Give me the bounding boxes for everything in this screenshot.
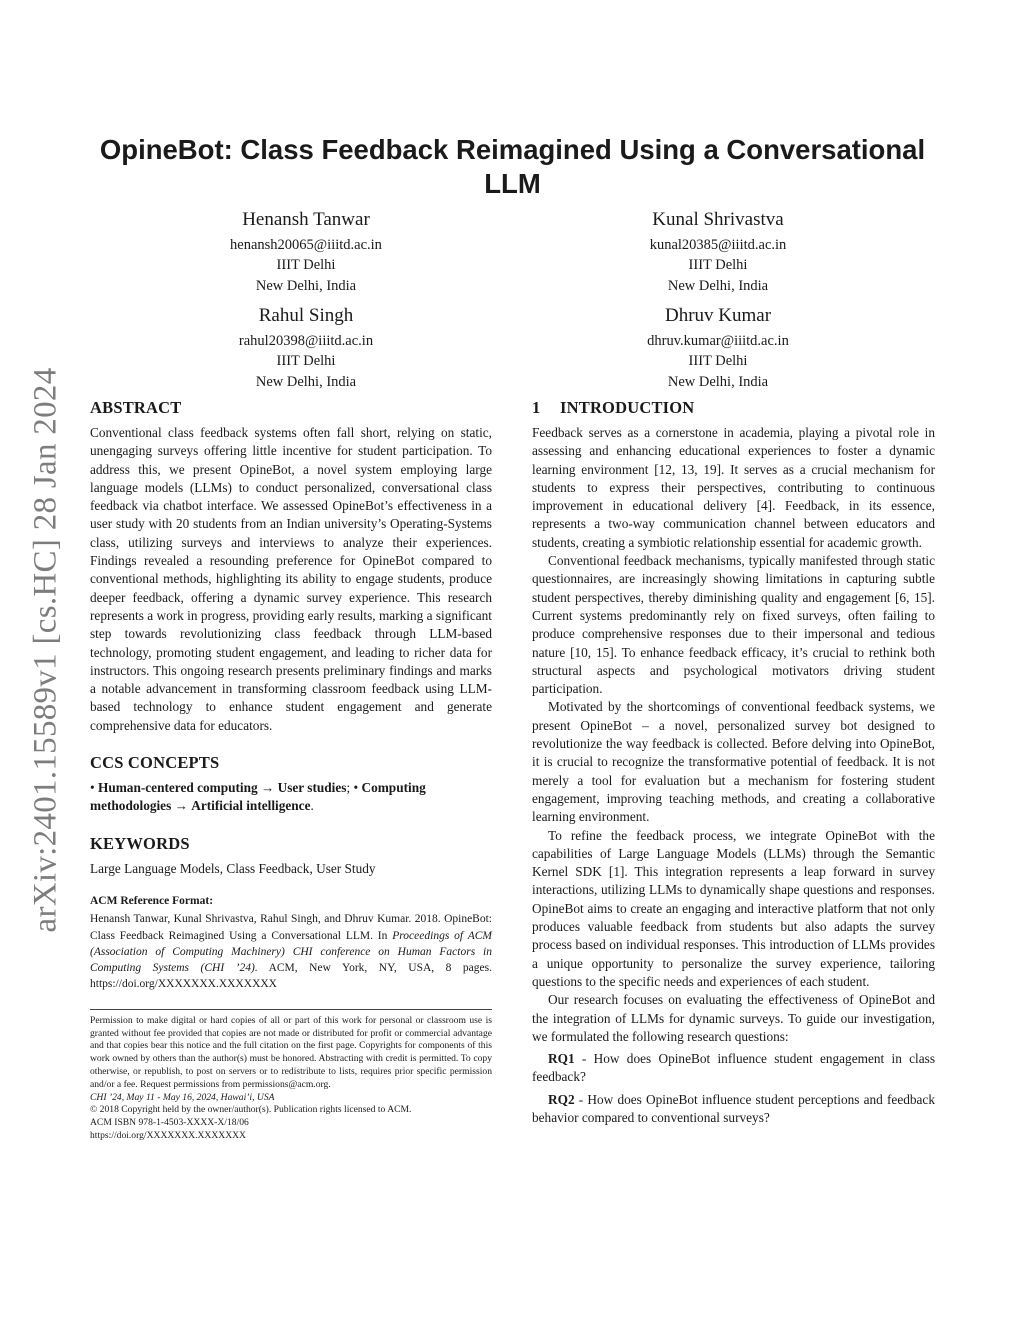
author-affiliation: IIIT Delhi bbox=[688, 257, 748, 274]
ccs-concepts: • Human-centered computing → User studies; • Computing methodologies → Artificial intelligence. bbox=[90, 780, 426, 814]
author-location: New Delhi, India bbox=[255, 277, 357, 294]
keywords-text: Large Language Models, Class Feedback, User Study bbox=[90, 860, 376, 876]
ccs-concept: Human-centered computing bbox=[97, 780, 258, 796]
ccs-arrow: → bbox=[261, 780, 275, 796]
reference-authors: Henansh Tanwar, Kunal Shrivastva, Rahul Singh, and Dhruv Kumar. 2018. OpineBot: Class Feedback Reimagined Using a Conversational LLM. In bbox=[90, 913, 492, 942]
author-block bbox=[106, 208, 506, 296]
author-block bbox=[106, 304, 506, 392]
author-affiliation: IIIT Delhi bbox=[276, 257, 336, 274]
author-affiliation: IIIT Delhi bbox=[276, 353, 336, 370]
author-email: henansh20065@iiitd.ac.in bbox=[230, 237, 382, 253]
reference-venue: Proceedings of ACM (Association of Computing Machinery) CHI conference on Human Factors in Computing Systems (CHI ’24). bbox=[90, 929, 492, 975]
footnote-block bbox=[90, 1009, 492, 1143]
right-column bbox=[532, 396, 935, 1127]
author-email: dhruv.kumar@iiitd.ac.in bbox=[647, 333, 789, 349]
author-location: New Delhi, India bbox=[255, 373, 357, 390]
introduction-heading bbox=[532, 396, 935, 420]
abstract-text: Conventional class feedback systems often fall short, relying on static, unengaging surveys offering little incentive for student participation. To address this, we present OpineBot, a novel system employing large language models (LLMs) to conduct personalized, conversational class feedback via chatbot interface. We assessed OpineBot’s effectiveness in a user study with 20 students from an Indian university’s Operating-Systems class, utilizing surveys and interviews to analyze their experiences. Findings revealed a resounding preference for OpineBot compared to conventional methods, highlighting its ability to engage students, produce deeper feedback, offering a dynamic survey experience. This research represents a work in progress, providing early results, marking a significant step towards revolutionizing class feedback through LLM-based technology, promoting student engagement, and leading to richer data for instructors. This ongoing research presents preliminary findings and marks a notable advancement in transforming classroom feedback using LLM-based technology to enhance student engagement and generate comprehensive data for educators. bbox=[90, 425, 492, 733]
reference-format-heading: ACM Reference Format: bbox=[90, 894, 214, 907]
author-name: Dhruv Kumar bbox=[664, 305, 772, 326]
intro-paragraph: Feedback serves as a cornerstone in academia, playing a pivotal role in assessing and enhancing educational experiences to foster a dynamic learning environment [12, 13, 19]. It serves as a crucial mechanism for students to express their perspectives, contributing to continuous improvement in educational delivery [4]. Feedback, in its essence, represents a two-way communication channel between educators and students, creating a symbiotic relationship essential for academic growth. bbox=[532, 425, 935, 550]
intro-paragraph: Our research focuses on evaluating the effectiveness of OpineBot and the integration of LLMs for dynamic surveys. To guide our investigation, we formulated the following research questions: bbox=[532, 992, 935, 1044]
author-block bbox=[518, 304, 918, 392]
ccs-concept: Artificial intelligence bbox=[191, 798, 311, 814]
keywords-heading: KEYWORDS bbox=[90, 833, 190, 853]
doi-link[interactable]: https://doi.org/XXXXXXX.XXXXXXX bbox=[90, 1129, 246, 1141]
ccs-concept: Computing methodologies bbox=[90, 780, 426, 814]
author-name: Henansh Tanwar bbox=[242, 209, 370, 230]
section-number: 1 bbox=[532, 398, 541, 417]
permission-notice: Permission to make digital or hard copies of all or part of this work for personal or classroom use is granted without fee provided that copies are not made or distributed for profit or commercial advantage and that copies bear this notice and the full citation on the first page. Copyrights for components of this work owned by others than the author(s) must be honored. Abstracting with credit is permitted. To copy otherwise, or republish, to post on servers or to redistribute to lists, requires prior specific permission and/or a fee. Request permissions from permissions@acm.org. bbox=[90, 1014, 492, 1090]
author-block bbox=[518, 208, 918, 296]
rq-text: - How does OpineBot influence student perceptions and feedback behavior compared to conventional surveys? bbox=[532, 1091, 935, 1125]
author-name: Kunal Shrivastva bbox=[652, 209, 784, 230]
arxiv-identifier: arXiv:2401.15589v1 [cs.HC] 28 Jan 2024 bbox=[27, 367, 64, 933]
ccs-heading: CCS CONCEPTS bbox=[90, 753, 220, 773]
author-location: New Delhi, India bbox=[667, 277, 769, 294]
reference-tail: ACM, New York, NY, USA, 8 pages. https://doi.org/XXXXXXX.XXXXXXX bbox=[90, 962, 492, 991]
intro-paragraph: To refine the feedback process, we integrate OpineBot with the capabilities of Large Language Models (LLMs) through the Semantic Kernel SDK [1]. This integration represents a leap forward in survey interactions, utilizing LLMs to dynamically shape questions and responses. OpineBot aims to create an engaging and interactive platform that not only produces valuable feedback from students but also adapts the survey process based on individual responses. This introduction of LLMs provides a unique opportunity to personalize the survey experience, tailoring questions to the specific needs and experiences of each student. bbox=[532, 827, 935, 989]
copyright-notice: © 2018 Copyright held by the owner/author(s). Publication rights licensed to ACM. bbox=[90, 1104, 412, 1116]
intro-paragraph: Conventional feedback mechanisms, typically manifested through static questionnaires, are increasingly showing limitations in capturing subtle student perspectives, thereby diminishing quality and engagement [6, 15]. Current systems predominantly rely on fixed surveys, often failing to produce comprehensive responses due to their impersonal and tedious nature [10, 15]. To enhance feedback efficacy, it’s crucial to rethink both structural aspects and psychological motivators driving student participation. bbox=[532, 553, 935, 697]
author-name: Rahul Singh bbox=[258, 305, 354, 326]
rq-label: RQ1 bbox=[548, 1051, 575, 1067]
isbn: ACM ISBN 978-1-4503-XXXX-X/18/06 bbox=[90, 1117, 249, 1129]
footnote-rule bbox=[90, 1009, 492, 1010]
rq-text: - How does OpineBot influence student engagement in class feedback? bbox=[532, 1051, 935, 1085]
section-title: INTRODUCTION bbox=[560, 398, 695, 417]
paper-title: OpineBot: Class Feedback Reimagined Using a Conversational LLM bbox=[99, 134, 926, 199]
abstract-heading: ABSTRACT bbox=[90, 398, 182, 417]
reference-format-text bbox=[90, 911, 492, 992]
ccs-arrow: → bbox=[174, 798, 188, 814]
rq-label: RQ2 bbox=[548, 1091, 575, 1107]
author-location: New Delhi, India bbox=[667, 373, 769, 390]
author-affiliation: IIIT Delhi bbox=[688, 353, 748, 370]
author-email: rahul20398@iiitd.ac.in bbox=[238, 333, 374, 349]
left-column bbox=[90, 396, 492, 1143]
research-question bbox=[532, 1091, 935, 1128]
ccs-concept: User studies bbox=[277, 780, 347, 796]
intro-paragraph: Motivated by the shortcomings of conventional feedback systems, we present OpineBot – a novel, personalized survey bot designed to revolutionize the way feedback is collected. Before delving into OpineBot, it is crucial to recognize the transformative potential of feedback. It is not merely a tool for evaluation but a mechanism for fostering student engagement, improving teaching methods, and creating a collaborative learning environment. bbox=[532, 699, 935, 825]
research-question bbox=[532, 1050, 935, 1087]
author-email: kunal20385@iiitd.ac.in bbox=[649, 237, 787, 253]
conference-info: CHI ’24, May 11 - May 16, 2024, Hawai’i, USA bbox=[90, 1091, 275, 1103]
